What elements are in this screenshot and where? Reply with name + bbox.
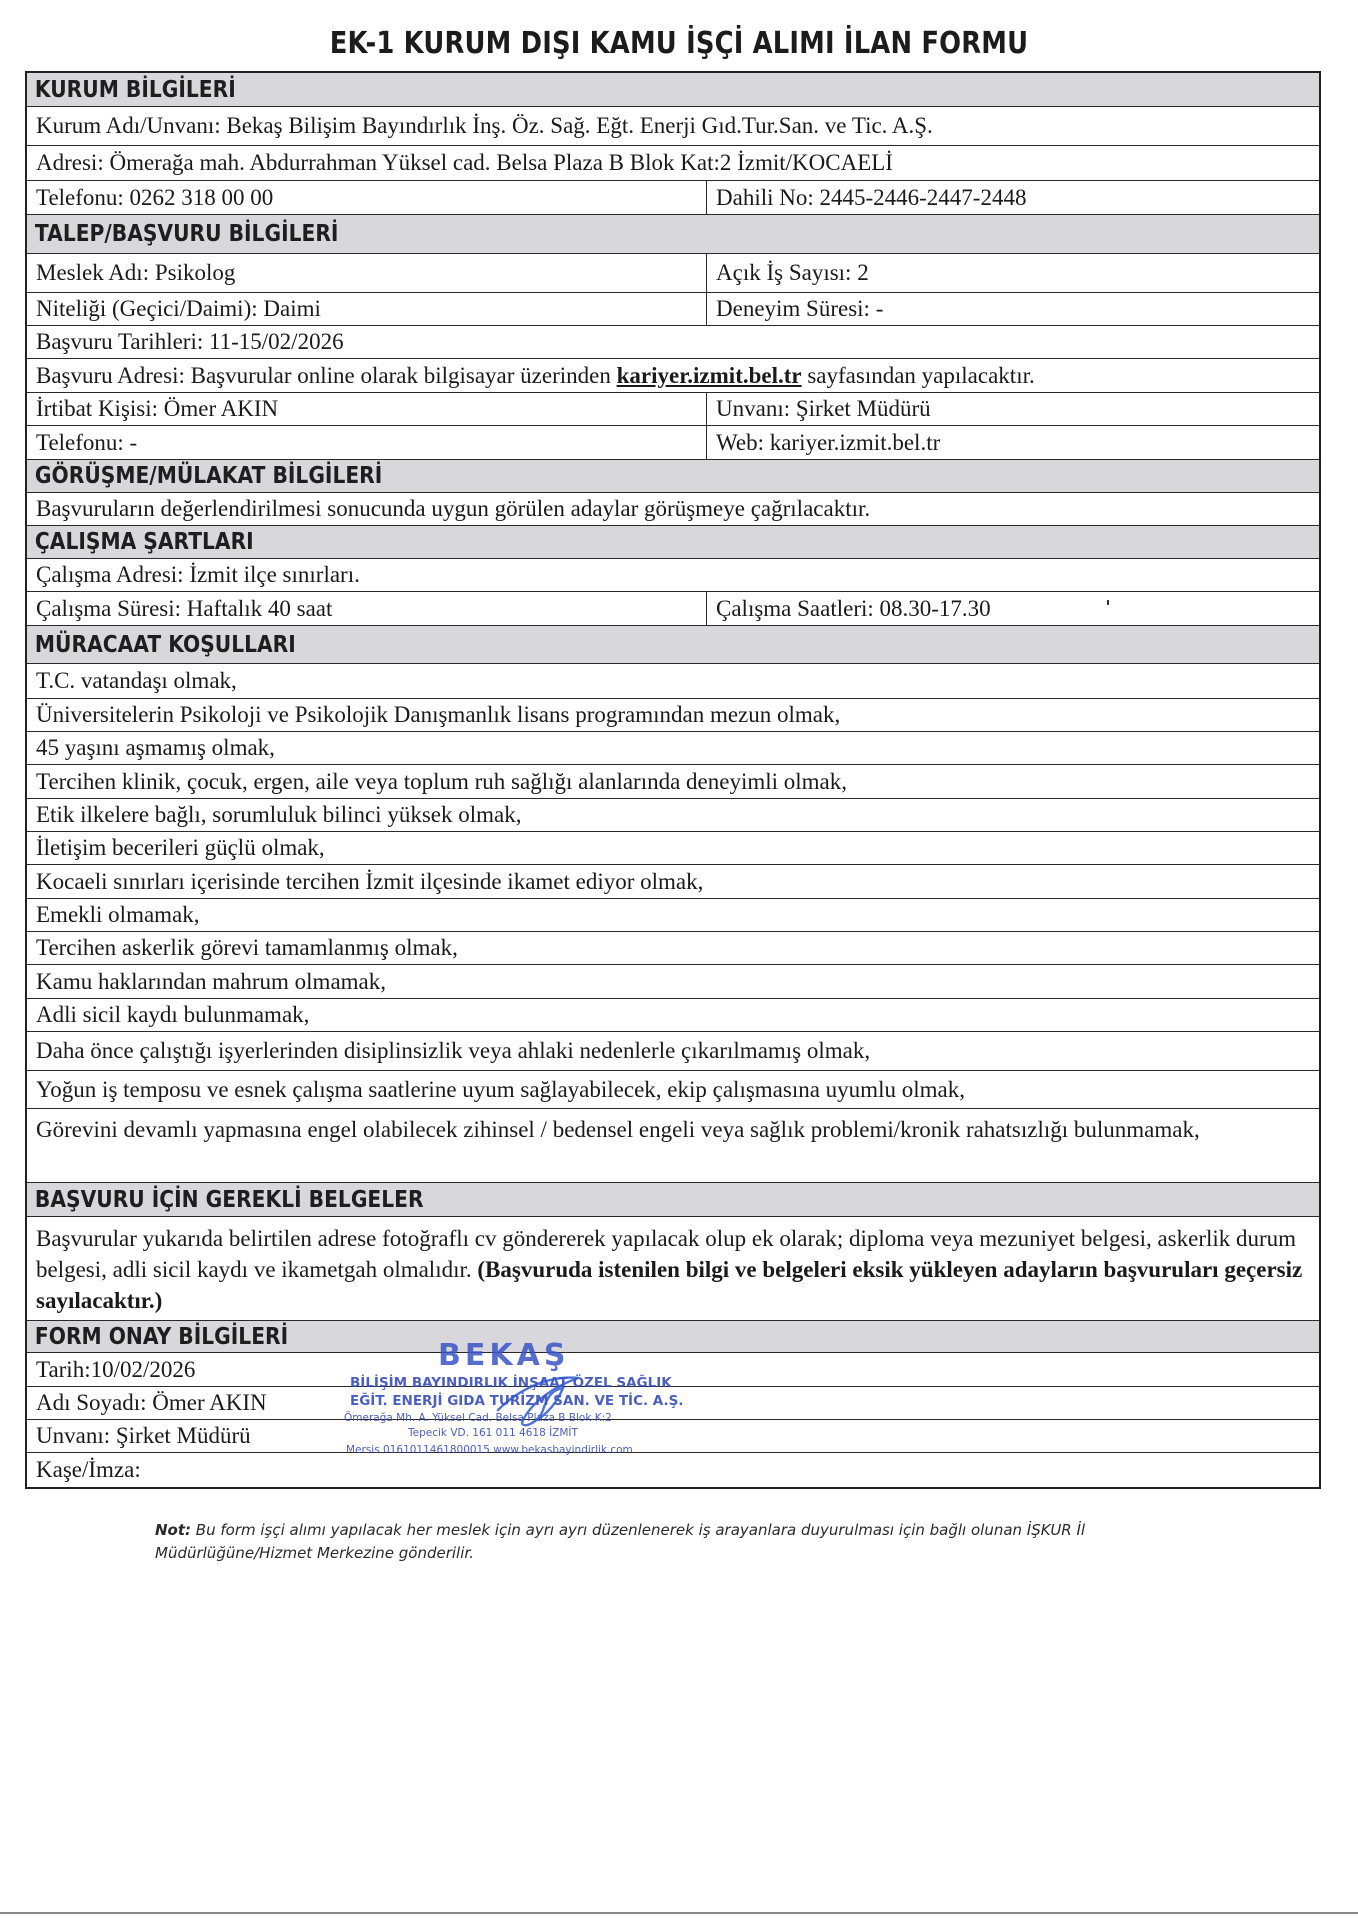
stamp-line-4: Tepecik VD. 161 011 4618 İZMİT <box>408 1427 578 1439</box>
irtibat-kisisi-value: İrtibat Kişisi: Ömer AKIN <box>27 393 707 425</box>
row-niteligi <box>27 292 1319 325</box>
kurum-telefon-value: Telefonu: 0262 318 00 00 <box>27 181 707 214</box>
stamp-line-5: Mersis 0161011461800015 www.bekasbayindirlik.com <box>346 1444 633 1456</box>
section-title: MÜRACAAT KOŞULLARI <box>34 631 296 658</box>
condition-text: T.C. vatandaşı olmak, <box>36 668 237 693</box>
belgeler-normal-text: Başvurular yukarıda belirtilen adrese fotoğraflı cv göndererek yapılacak olup ek olarak; diploma veya mezuniyet belgesi, askerlik durum belgesi, adli sicil kaydı ve ikametgah olmalıdır. <box>36 1226 1297 1282</box>
condition-text: Emekli olmamak, <box>36 902 200 927</box>
condition-text: Görevini devamlı yapmasına engel olabilecek zihinsel / bedensel engeli veya sağlık problemi/kronik rahatsızlığı bulunmamak, <box>36 1117 1200 1142</box>
stamp-brand: BEKAŞ <box>438 1338 570 1373</box>
section-header-muracaat <box>27 625 1319 663</box>
announcement-form-table <box>25 71 1321 1489</box>
row-kurum-adi <box>27 106 1319 145</box>
section-title: BAŞVURU İÇİN GEREKLİ BELGELER <box>34 1186 424 1213</box>
basvuru-adresi-value <box>27 359 1319 392</box>
row-gorusme-text <box>27 492 1319 525</box>
condition-text: Yoğun iş temposu ve esnek çalışma saatlerine uyum sağlayabilecek, ekip çalışmasına uyumlu olmak, <box>36 1076 965 1102</box>
row-calisma-adresi <box>27 558 1319 591</box>
row-meslek <box>27 253 1319 292</box>
kurum-adres-value: Adresi: Ömerağa mah. Abdurrahman Yüksel cad. Belsa Plaza B Blok Kat:2 İzmit/KOCAELİ <box>36 150 893 175</box>
condition-text: Adli sicil kaydı bulunmamak, <box>36 1002 310 1027</box>
section-header-onay <box>27 1320 1319 1352</box>
condition-text: İletişim becerileri güçlü olmak, <box>36 835 325 860</box>
onay-tarih-value: Tarih:10/02/2026 <box>36 1356 196 1382</box>
meslek-adi-value: Meslek Adı: Psikolog <box>27 254 707 292</box>
row-irtibat-telefon <box>27 425 1319 459</box>
stamp-line-3: Ömerağa Mh. A. Yüksel Cad. Belsa Plaza B Blok K:2 <box>344 1412 612 1424</box>
form-title: EK-1 KURUM DIŞI KAMU İŞÇİ ALIMI İLAN FORMU <box>329 26 1029 61</box>
condition-item <box>27 764 1319 798</box>
section-header-talep <box>27 214 1319 253</box>
calisma-adresi-value: Çalışma Adresi: İzmit ilçe sınırları. <box>36 562 360 587</box>
row-onay-tarih <box>27 1352 1319 1386</box>
kurum-adi-value: Kurum Adı/Unvanı: Bekaş Bilişim Bayındırlık İnş. Öz. Sağ. Eğt. Enerji Gıd.Tur.San. ve Tic. A.Ş. <box>36 113 933 138</box>
condition-text: Daha önce çalıştığı işyerlerinden disiplinsizlik veya ahlaki nedenlerle çıkarılmamış olmak, <box>36 1038 871 1063</box>
condition-item <box>27 731 1319 764</box>
condition-text: Kamu haklarından mahrum olmamak, <box>36 968 387 994</box>
onay-unvan-value: Unvanı: Şirket Müdürü <box>36 1423 251 1448</box>
row-kurum-telefon <box>27 180 1319 214</box>
note-text: Bu form işçi alımı yapılacak her meslek için ayrı ayrı düzenlenerek iş arayanlara duyurulması için bağlı olunan İŞKUR İl Müdürlüğüne/Hizmet Merkezine gönderilir. <box>155 1521 1086 1562</box>
condition-text: Tercihen klinik, çocuk, ergen, aile veya toplum ruh sağlığı alanlarında deneyimli olmak, <box>36 768 848 794</box>
row-belgeler-text <box>27 1216 1319 1320</box>
row-kurum-adres <box>27 145 1319 180</box>
deneyim-suresi-value: Deneyim Süresi: - <box>716 296 884 321</box>
onay-adi-soyadi-value: Adı Soyadı: Ömer AKIN <box>36 1390 267 1415</box>
row-basvuru-adresi <box>27 358 1319 392</box>
row-irtibat <box>27 392 1319 425</box>
condition-text: Etik ilkelere bağlı, sorumluluk bilinci yüksek olmak, <box>36 802 522 827</box>
condition-item <box>27 998 1319 1031</box>
condition-item <box>27 1070 1319 1108</box>
condition-item <box>27 931 1319 964</box>
scan-speck <box>1107 600 1109 605</box>
row-onay-adi-soyadi <box>27 1386 1319 1419</box>
row-basvuru-tarihleri <box>27 325 1319 358</box>
condition-item <box>27 964 1319 998</box>
kariyer-link[interactable]: kariyer.izmit.bel.tr <box>616 362 802 388</box>
section-header-gorusme <box>27 459 1319 492</box>
section-header-calisma <box>27 525 1319 558</box>
note-label: Not: <box>155 1521 192 1539</box>
onay-kase-imza-label: Kaşe/İmza: <box>36 1457 141 1482</box>
row-calisma-suresi <box>27 591 1319 625</box>
gorusme-text: Başvuruların değerlendirilmesi sonucunda uygun görülen adaylar görüşmeye çağrılacaktır. <box>36 496 871 521</box>
stamp-line-1: BİLİŞİM BAYINDIRLIK İNŞAAT ÖZEL SAĞLIK <box>350 1375 672 1391</box>
section-title: KURUM BİLGİLERİ <box>34 76 236 103</box>
condition-item <box>27 1031 1319 1070</box>
condition-text: Üniversitelerin Psikoloji ve Psikolojik Danışmanlık lisans programından mezun olmak, <box>36 702 841 727</box>
section-title: TALEP/BAŞVURU BİLGİLERİ <box>34 221 339 247</box>
condition-item <box>27 663 1319 698</box>
condition-item <box>27 831 1319 864</box>
calisma-suresi-value: Çalışma Süresi: Haftalık 40 saat <box>27 592 707 625</box>
niteligi-value: Niteliği (Geçici/Daimi): Daimi <box>27 293 707 325</box>
section-title: GÖRÜŞME/MÜLAKAT BİLGİLERİ <box>34 463 383 489</box>
belgeler-text <box>27 1217 1319 1320</box>
section-header-kurum <box>27 73 1319 106</box>
condition-item <box>27 698 1319 731</box>
condition-text: Tercihen askerlik görevi tamamlanmış olmak, <box>36 935 458 960</box>
condition-item <box>27 864 1319 898</box>
basvuru-tarihleri-value: Başvuru Tarihleri: 11-15/02/2026 <box>36 329 344 354</box>
scan-edge-line <box>0 1912 1358 1914</box>
belgeler-warning-text: (Başvuruda istenilen bilgi ve belgeleri eksik yükleyen adayların başvuruları geçersiz sayılacaktır.) <box>36 1257 1303 1313</box>
section-title: ÇALIŞMA ŞARTLARI <box>34 529 254 555</box>
condition-item <box>27 898 1319 931</box>
acik-is-sayisi-value: Açık İş Sayısı: 2 <box>716 260 869 285</box>
basvuru-adresi-suffix: sayfasından yapılacaktır. <box>801 362 1035 388</box>
stamp-line-2: EĞİT. ENERJİ GIDA TURİZM SAN. VE TİC. A.Ş. <box>350 1393 684 1409</box>
section-header-belgeler <box>27 1182 1319 1216</box>
irtibat-unvan-value: Unvanı: Şirket Müdürü <box>716 396 931 421</box>
footnote <box>155 1519 1205 1565</box>
basvuru-adresi-prefix: Başvuru Adresi: Başvurular online olarak bilgisayar üzerinden <box>36 362 617 388</box>
row-onay-kase-imza <box>27 1452 1319 1487</box>
condition-item <box>27 798 1319 831</box>
condition-item <box>27 1108 1319 1182</box>
irtibat-telefon-value: Telefonu: - <box>27 426 707 459</box>
kurum-dahili-value: Dahili No: 2445-2446-2447-2448 <box>716 184 1027 210</box>
condition-text: 45 yaşını aşmamış olmak, <box>36 735 275 760</box>
row-onay-unvan <box>27 1419 1319 1452</box>
section-title: FORM ONAY BİLGİLERİ <box>34 1323 289 1350</box>
calisma-saatleri-value: Çalışma Saatleri: 08.30-17.30 <box>716 595 991 621</box>
condition-text: Kocaeli sınırları içerisinde tercihen İzmit ilçesinde ikamet ediyor olmak, <box>36 868 704 894</box>
web-value: Web: kariyer.izmit.bel.tr <box>716 429 941 455</box>
